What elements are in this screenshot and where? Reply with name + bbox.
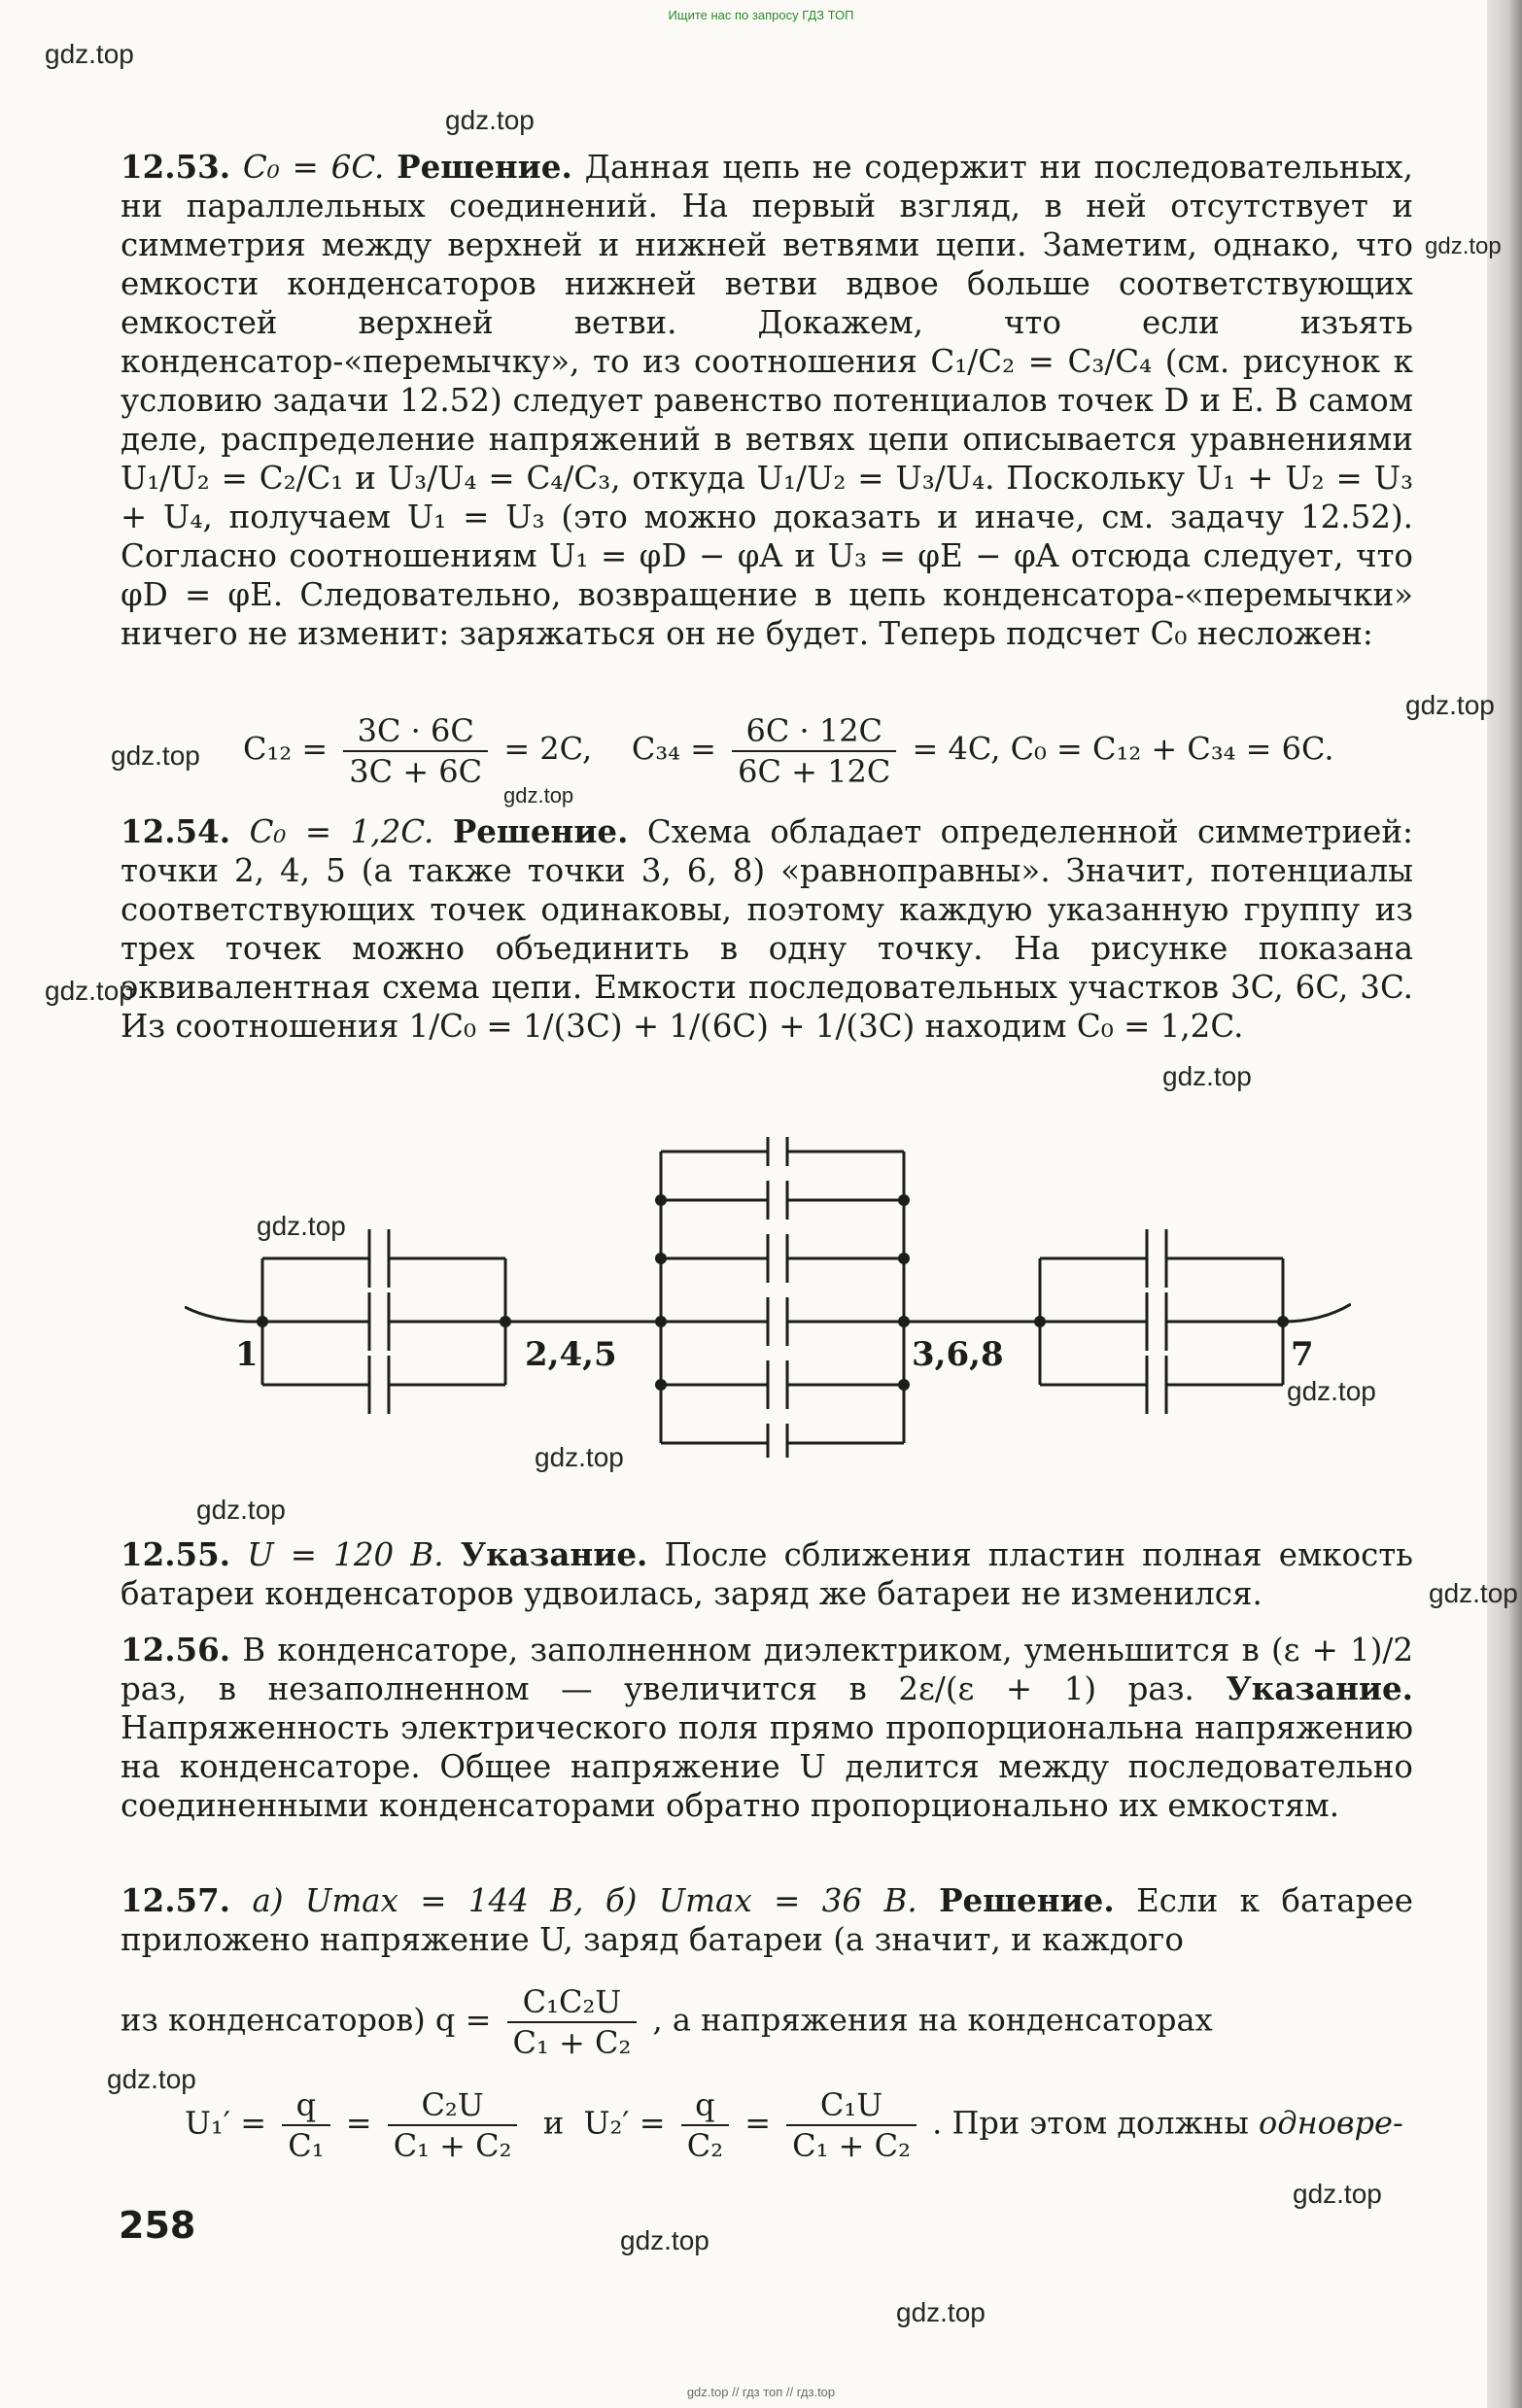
problem-12-54 [121, 812, 1413, 1046]
page-number: 258 [119, 2204, 196, 2247]
denominator: C₁ + C₂ [512, 2024, 632, 2061]
watermark: gdz.top [1429, 1578, 1518, 1608]
top-banner[interactable]: Ищите нас по запросу ГДЗ ТОП [668, 8, 854, 22]
watermark: gdz.top [1425, 233, 1502, 259]
hint-text: Напряженность электрического поля прямо пропорциональна напряжению на конденсаторе. Общее напряжение U делится между последовательно соединенными конденсаторами обратно пропорционально их емкостям. [121, 1709, 1413, 1824]
watermark: gdz.top [1162, 1061, 1252, 1091]
fraction [388, 2085, 518, 2165]
answer-text: В конденсаторе, заполненном диэлектриком, уменьшится в (ε + 1)/2 раз, в незаполненном — увеличится в 2ε/(ε + 1) раз. [121, 1632, 1413, 1707]
solution-text: Если к батарее приложено напряжение U, заряд батареи (а значит, и каждого [121, 1882, 1413, 1958]
problem-12-56 [121, 1631, 1413, 1825]
problem-number: 12.55. [121, 1535, 231, 1573]
denominator: C₁ + C₂ [792, 2127, 911, 2164]
problem-number: 12.57. [121, 1881, 231, 1919]
denominator: C₁ + C₂ [393, 2127, 512, 2164]
answer: а) Umax = 144 В, б) Umax = 36 В. [252, 1882, 917, 1919]
formula-lhs: U₂′ = [583, 2104, 666, 2142]
formula-result: = 4C, C₀ = C₁₂ + C₃₄ = 6C. [912, 730, 1334, 768]
input-wire [185, 1307, 253, 1322]
answer: U = 120 В. [247, 1536, 444, 1573]
problem-number: 12.56. [121, 1631, 231, 1668]
numerator: q [681, 2085, 729, 2126]
node-dot [257, 1316, 268, 1327]
formula-lhs: q = [434, 2001, 492, 2039]
node-label-3-6-8: 3,6,8 [912, 1335, 1004, 1374]
watermark: gdz.top [896, 2297, 986, 2327]
text-fragment: . При этом должны [932, 2104, 1249, 2142]
fraction [507, 1982, 638, 2062]
solution-label: Решение. [939, 1881, 1115, 1919]
node-label-1: 1 [235, 1335, 259, 1374]
solution-text: Схема обладает определенной симметрией: точки 2, 4, 5 (а также точки 3, 6, 8) «равноправны». Значит, потенциалы соответствующих точек одинаковы, поэтому каждую указанную группу из трех точек можно объединить в одну точку. На рисунке показана эквивалентная схема цепи. Емкости последовательных участков 3C, 6C, 3C. Из соотношения 1/C₀ = 1/(3C) + 1/(6C) + 1/(3C) находим C₀ = 1,2C. [121, 813, 1413, 1045]
solution-text: Данная цепь не содержит ни последовательных, ни параллельных соединений. На первый взгляд, в ней отсутствует и симметрия между верхней и нижней ветвями цепи. Заметим, однако, что емкости конденсаторов нижней ветви вдвое больше соответствующих емкостей верхней ветви. Докажем, что если изъять конденсатор-«перемычку», то из соотношения C₁/C₂ = C₃/C₄ (см. рисунок к условию задачи 12.52) следует равенство потенциалов точек D и E. В самом деле, распределение напряжений в ветвях цепи описывается уравнениями U₁/U₂ = C₂/C₁ и U₃/U₄ = C₄/C₃, откуда U₁/U₂ = U₃/U₄. Поскольку U₁ + U₂ = U₃ + U₄, получаем U₁ = U₃ (это можно доказать и иначе, см. задачу 12.52). Согласно соотношениям U₁ = φD − φA и U₃ = φE − φA отсюда следует, что φD = φE. Следовательно, возвращение в цепь конденсатора-«перемычки» ничего не изменит: заряжаться он не будет. Теперь подсчет C₀ несложен: [121, 149, 1413, 652]
numerator: 3C · 6C [343, 711, 488, 752]
text-fragment: из конденсаторов) [121, 2001, 426, 2039]
denominator: C₂ [686, 2127, 724, 2164]
denominator: C₁ [288, 2127, 325, 2164]
node-label-2-4-5: 2,4,5 [525, 1335, 617, 1374]
watermark: gdz.top [445, 105, 535, 135]
watermark: gdz.top [45, 39, 134, 69]
text-fragment: одновре- [1259, 2104, 1403, 2142]
text-fragment: , а напряжения на конденсаторах [652, 2001, 1213, 2039]
equivalent-circuit-diagram [185, 1137, 1351, 1458]
fraction [681, 2085, 729, 2165]
text-fragment: и [542, 2104, 565, 2142]
hint-label: Указание. [1226, 1669, 1413, 1707]
denominator: 3C + 6C [349, 753, 483, 790]
watermark: gdz.top [503, 783, 574, 808]
formula-lhs: C₁₂ = [243, 730, 329, 768]
fraction [343, 711, 488, 791]
formula-lhs: C₃₄ = [631, 730, 716, 768]
formula-result: = 2C, [503, 730, 593, 768]
fraction [786, 2085, 917, 2165]
hint-text: После сближения пластин полная емкость батареи конденсаторов удвоилась, заряд же батареи не изменился. [121, 1536, 1413, 1612]
watermark: gdz.top [196, 1495, 286, 1525]
numerator: C₂U [388, 2085, 518, 2126]
page-edge-shadow [1487, 0, 1522, 2408]
hint-label: Указание. [460, 1535, 648, 1573]
watermark: gdz.top [257, 1211, 346, 1241]
formula-lhs: U₁′ = [185, 2104, 267, 2142]
problem-number: 12.53. [121, 148, 231, 186]
watermark: gdz.top [107, 2064, 196, 2094]
formula-c12-c34 [243, 711, 1334, 791]
numerator: C₁C₂U [507, 1982, 638, 2023]
output-wire [1283, 1304, 1351, 1322]
node-dot [1277, 1316, 1289, 1327]
middle-capacitor-bank [661, 1137, 904, 1166]
numerator: C₁U [786, 2085, 917, 2126]
watermark: gdz.top [45, 976, 134, 1006]
watermark: gdz.top [535, 1442, 624, 1472]
watermark: gdz.top [1405, 690, 1495, 720]
denominator: 6C + 12C [738, 753, 891, 790]
solution-label: Решение. [452, 812, 629, 850]
node-label-7: 7 [1291, 1335, 1314, 1374]
answer: C₀ = 1,2C. [249, 813, 434, 850]
problem-12-57 [121, 1881, 1413, 1959]
numerator: q [282, 2085, 329, 2126]
numerator: 6C · 12C [732, 711, 896, 752]
fraction [732, 711, 896, 791]
problem-number: 12.54. [121, 812, 231, 850]
answer: C₀ = 6C. [242, 149, 385, 186]
fraction [282, 2085, 329, 2165]
problem-12-53 [121, 148, 1413, 653]
watermark: gdz.top [620, 2225, 709, 2255]
node-dot [500, 1316, 511, 1327]
problem-12-55 [121, 1535, 1413, 1613]
formula-voltages: U₁′ = $\frac{q}{\text{C₁}}$ = $\frac{\text{C₂U}}{\text{C₁ + C₂}}$ и U₂′ = $\frac{q}{\text{C₂}}$ = $\frac{\text{C₁U}}{\text{C₁ + C₂}}$ . При этом должны одновре- [185, 2086, 1403, 2164]
watermark: gdz.top [1293, 2179, 1382, 2209]
node-dot [1034, 1316, 1046, 1327]
solution-label: Решение. [397, 148, 572, 186]
formula-charge [121, 1982, 1213, 2062]
watermark: gdz.top [1287, 1376, 1376, 1406]
bottom-banner[interactable]: gdz.top // гдз топ // гдз.top [686, 2385, 836, 2399]
watermark: gdz.top [111, 740, 200, 771]
